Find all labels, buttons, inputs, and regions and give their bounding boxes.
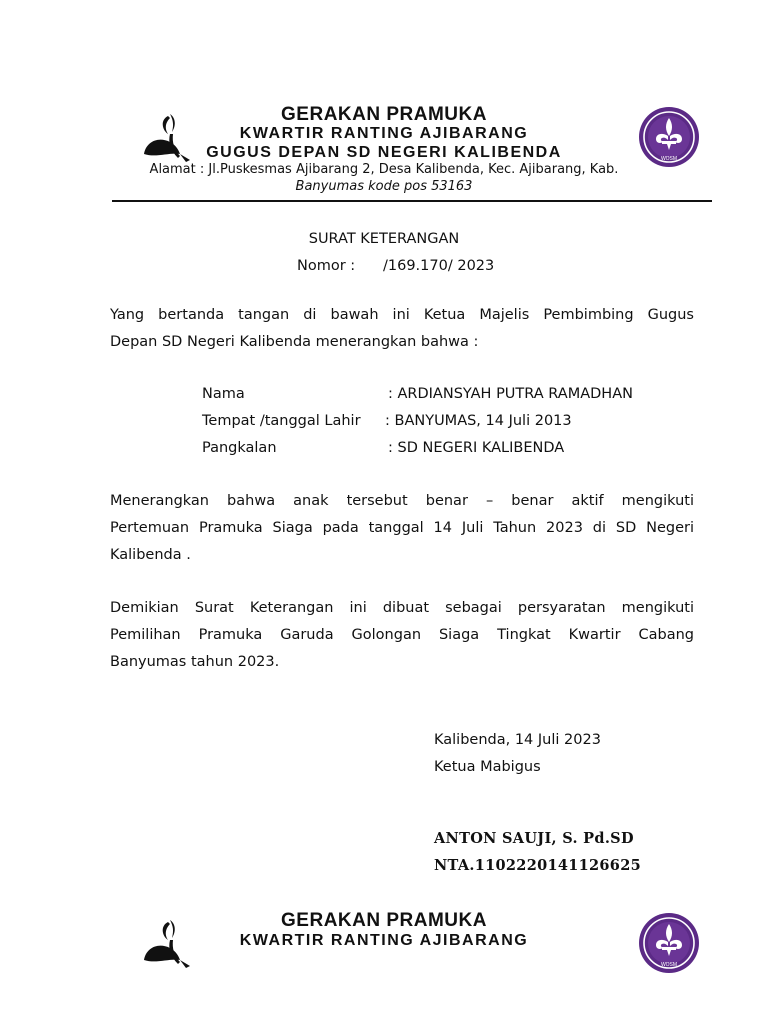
field-label-ttl: Tempat /tanggal Lahir [202,413,361,429]
intro-line-2: Depan SD Negeri Kalibenda menerangkan bahwa : [110,334,479,350]
field-value-pangkalan: : SD NEGERI KALIBENDA [388,440,565,456]
intro-line-1: Yang bertanda tangan di bawah ini Ketua Majelis Pembimbing Gugus [110,307,694,323]
signature-nta: NTA.1102220141126625 [434,857,641,874]
header-divider [112,200,712,202]
signature-place-date: Kalibenda, 14 Juli 2023 [434,732,601,748]
field-value-ttl: : BANYUMAS, 14 Juli 2013 [385,413,572,429]
header-branch: KWARTIR RANTING AJIBARANG [239,125,529,142]
field-label-nama: Nama [202,386,245,402]
letter-number-value: /169.170/ 2023 [383,258,495,274]
field-value-nama: : ARDIANSYAH PUTRA RAMADHAN [388,386,633,402]
signature-name: ANTON SAUJI, S. Pd.SD [434,830,634,847]
header-unit: GUGUS DEPAN SD NEGERI KALIBENDA [206,144,562,161]
para2-line-2: Pertemuan Pramuka Siaga pada tanggal 14 Juli Tahun 2023 di SD Negeri [110,520,694,536]
para3-line-3: Banyumas tahun 2023. [110,654,280,670]
letter-number-label: Nomor : [297,258,356,274]
para3-line-1: Demikian Surat Keterangan ini dibuat sebagai persyaratan mengikuti [110,600,694,616]
para2-line-3: Kalibenda . [110,547,191,563]
para2-line-1: Menerangkan bahwa anak tersebut benar – benar aktif mengikuti [110,493,694,509]
svg-text:WOSM: WOSM [660,962,678,968]
footer-org: GERAKAN PRAMUKA [281,910,487,931]
footer-branch: KWARTIR RANTING AJIBARANG [239,932,529,949]
field-label-pangkalan: Pangkalan [202,440,277,456]
header-address-line1: Alamat : Jl.Puskesmas Ajibarang 2, Desa Kalibenda, Kec. Ajibarang, Kab. [149,162,619,177]
letter-title: SURAT KETERANGAN [308,231,460,247]
header-org: GERAKAN PRAMUKA [281,104,487,125]
signature-position: Ketua Mabigus [434,759,541,775]
para3-line-2: Pemilihan Pramuka Garuda Golongan Siaga Tingkat Kwartir Cabang [110,627,694,643]
header-address-line2: Banyumas kode pos 53163 [295,179,473,194]
svg-text:WOSM: WOSM [660,156,678,162]
